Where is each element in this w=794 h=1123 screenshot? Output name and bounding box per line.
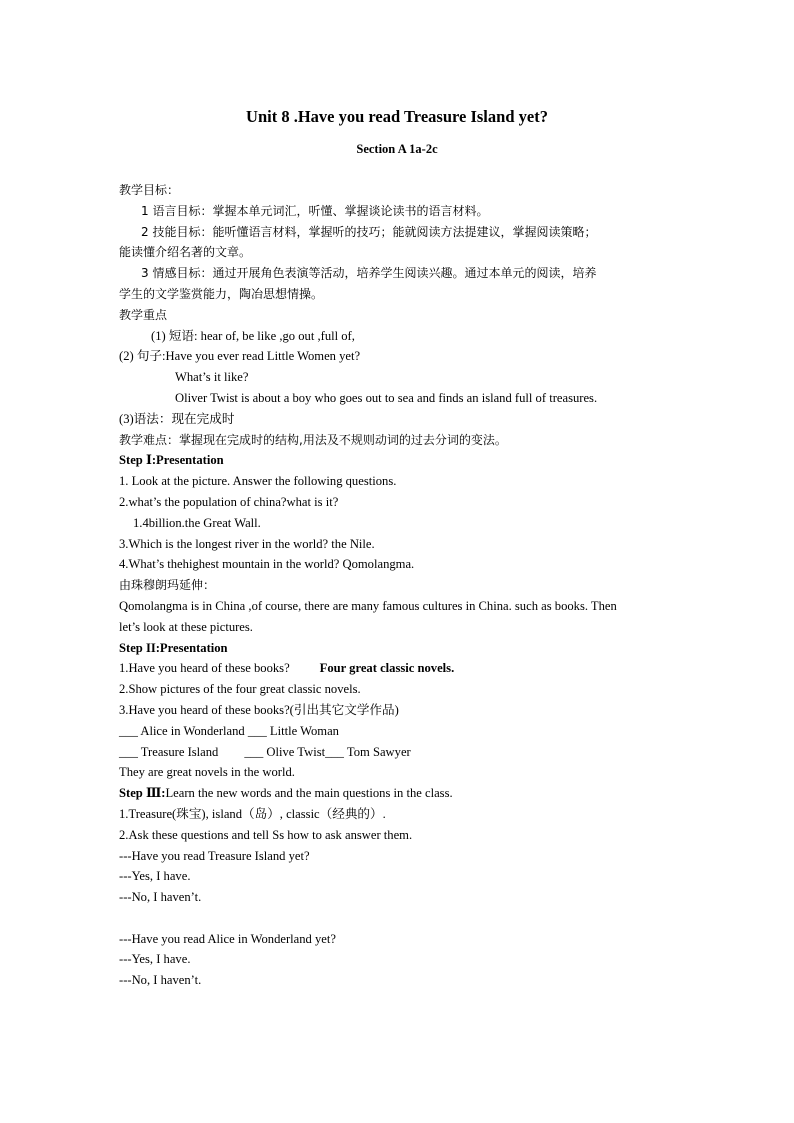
dialogue-line: ---Have you read Treasure Island yet? [119, 848, 310, 863]
step2-line: ___ Alice in Wonderland ___ Little Woman [119, 723, 339, 738]
step3-heading-line [119, 783, 689, 804]
step1-line: 1.4billion.the Great Wall. [133, 515, 261, 530]
objective-language: 1 语言目标：掌握本单元词汇，听懂、掌握谈论读书的语言材料。 [141, 203, 489, 218]
section-subtitle: Section A 1a-2c [356, 142, 438, 156]
step1-line: 4.What’s thehighest mountain in the world? Qomolangma. [119, 557, 415, 572]
keypoint-grammar: (3)语法：现在完成时 [119, 411, 235, 426]
objective-skill-line2: 能读懂介绍名著的文章。 [119, 245, 252, 260]
document-body [119, 180, 689, 991]
keypoint-sentence-3: Oliver Twist is about a boy who goes out to sea and finds an island full of treasures. [175, 390, 598, 405]
dialogue-line: ---No, I haven’t. [119, 973, 202, 988]
step3-line: 2.Ask these questions and tell Ss how to ask answer them. [119, 827, 413, 842]
objective-emotion-line1: 3 情感目标：通过开展角色表演等活动，培养学生阅读兴趣。通过本单元的阅读，培养 [141, 266, 597, 281]
objectives-heading: 教学目标： [119, 183, 180, 197]
step1-line: 2.what’s the population of china?what is it? [119, 494, 339, 509]
dialogue-line: ---No, I haven’t. [119, 890, 202, 905]
dialogue-line: ---Yes, I have. [119, 952, 191, 967]
step1-line: 1. Look at the picture. Answer the following questions. [119, 474, 397, 489]
dialogue-line: ---Have you read Alice in Wonderland yet? [119, 931, 336, 946]
step1-line: Qomolangma is in China ,of course, there are many famous cultures in China. such as books. Then [119, 598, 617, 613]
step1-line: let’s look at these pictures. [119, 619, 253, 634]
step1-line: 3.Which is the longest river in the world? the Nile. [119, 536, 375, 551]
step3-heading-text: Learn the new words and the main questions in the class. [165, 786, 453, 801]
objective-emotion-line2: 学生的文学鉴赏能力，陶冶思想情操。 [119, 286, 324, 301]
dialogue-line: ---Yes, I have. [119, 869, 191, 884]
keypoint-phrases: (1) 短语: hear of, be like ,go out ,full of, [151, 328, 355, 343]
step2-line [119, 742, 689, 763]
step2-question: 1.Have you heard of these books? [119, 661, 290, 676]
step3-heading: Step Ⅲ: [119, 786, 166, 801]
book-blank: ___ Olive Twist___ Tom Sawyer [244, 744, 411, 759]
step1-line: 由珠穆朗玛延伸： [119, 578, 216, 593]
step1-heading: Step Ⅰ:Presentation [119, 453, 224, 468]
step2-bold-note: Four great classic novels. [319, 661, 455, 676]
keypoint-sentences: (2) 句子:Have you ever read Little Women yet? [119, 349, 361, 364]
step2-line [119, 658, 689, 679]
objective-skill-line1: 2 技能目标：能听懂语言材料，掌握听的技巧；能就阅读方法提建议，掌握阅读策略； [141, 224, 597, 239]
document-title: Unit 8 .Have you read Treasure Island yet? [246, 107, 548, 126]
blank-line [119, 908, 689, 929]
step2-line: 3.Have you heard of these books?(引出其它文学作品) [119, 702, 399, 717]
step2-line: They are great novels in the world. [119, 765, 295, 780]
keypoint-sentence-2: What’s it like? [175, 370, 249, 385]
keypoints-heading: 教学重点 [119, 307, 168, 322]
step2-heading: Step II:Presentation [119, 640, 228, 655]
book-blank: ___ Treasure Island [119, 744, 219, 759]
step3-line: 1.Treasure(珠宝), island（岛）, classic（经典的）. [119, 806, 386, 821]
step2-line: 2.Show pictures of the four great classic novels. [119, 682, 361, 697]
difficulty-line: 教学难点：掌握现在完成时的结构,用法及不规则动词的过去分词的变法。 [119, 432, 507, 447]
